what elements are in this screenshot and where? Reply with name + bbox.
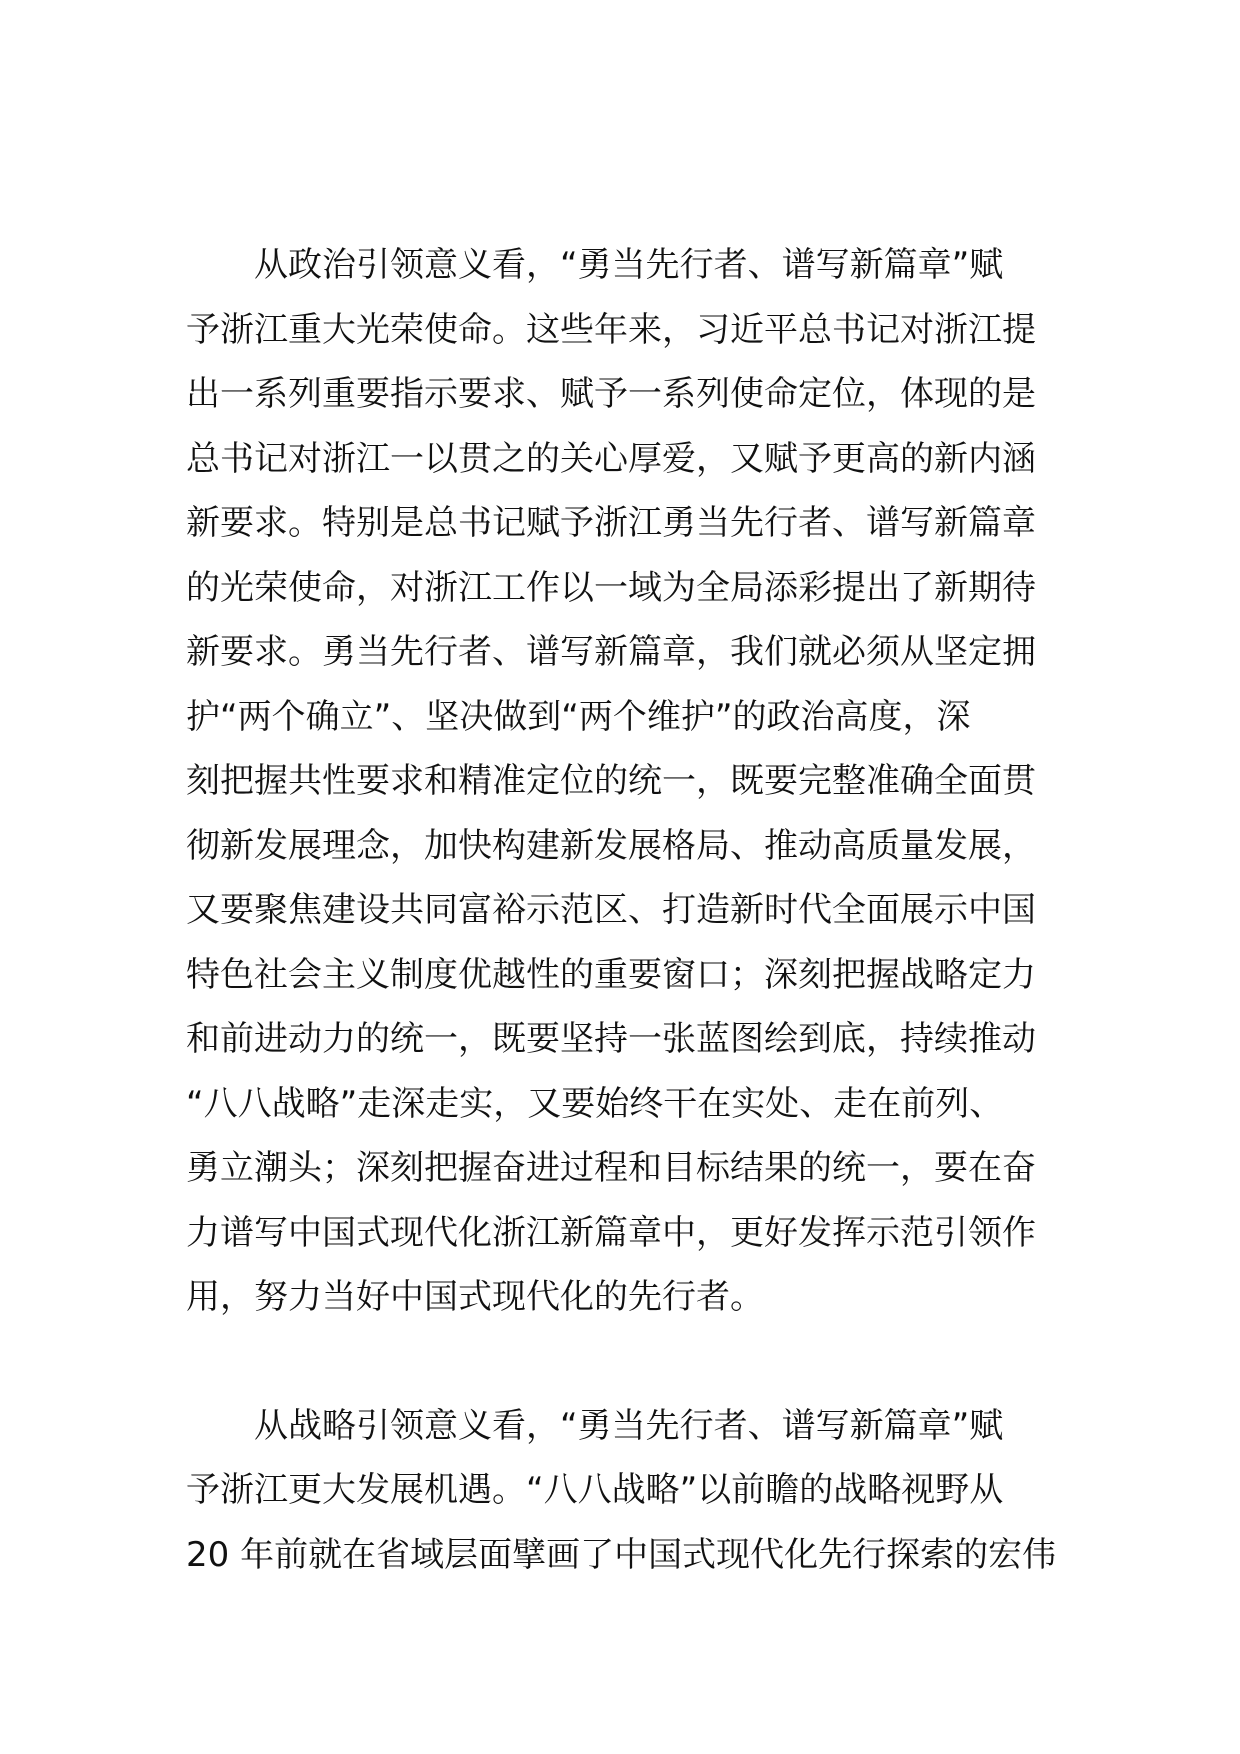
text-line: “八八战略”走深走实，又要始终干在实处、走在前列、 <box>186 1083 1004 1124</box>
text-line: 新要求。勇当先行者、谱写新篇章，我们就必须从坚定拥 <box>186 632 1036 672</box>
text-line: 的光荣使命，对浙江工作以一域为全局添彩提出了新期待 <box>186 567 1036 608</box>
text-line: 用，努力当好中国式现代化的先行者。 <box>186 1277 764 1317</box>
text-line: 予浙江重大光荣使命。这些年来，习近平总书记对浙江提 <box>186 309 1036 350</box>
document-body <box>186 233 1057 1587</box>
text-line: 20 年前就在省域层面擘画了中国式现代化先行探索的宏伟 <box>186 1534 1057 1575</box>
text-line: 刻把握共性要求和精准定位的统一，既要完整准确全面贯 <box>186 761 1036 801</box>
text-line: 出一系列重要指示要求、赋予一系列使命定位，体现的是 <box>186 374 1036 414</box>
text-line: 从政治引领意义看，“勇当先行者、谱写新篇章”赋 <box>254 245 1004 285</box>
text-line: 新要求。特别是总书记赋予浙江勇当先行者、谱写新篇章 <box>186 503 1036 543</box>
text-line: 彻新发展理念，加快构建新发展格局、推动高质量发展， <box>186 825 1036 866</box>
paragraph-political-guidance <box>186 233 1054 1330</box>
text-line: 予浙江更大发展机遇。“八八战略”以前瞻的战略视野从 <box>186 1470 1004 1510</box>
text-line: 勇立潮头；深刻把握奋进过程和目标结果的统一，要在奋 <box>186 1148 1036 1188</box>
text-line: 和前进动力的统一，既要坚持一张蓝图绘到底，持续推动 <box>186 1019 1036 1059</box>
text-line: 总书记对浙江一以贯之的关心厚爱，又赋予更高的新内涵 <box>186 438 1036 479</box>
text-line: 从战略引领意义看，“勇当先行者、谱写新篇章”赋 <box>254 1405 1004 1446</box>
text-line: 力谱写中国式现代化浙江新篇章中，更好发挥示范引领作 <box>186 1212 1036 1253</box>
paragraph-strategic-guidance <box>186 1394 1057 1588</box>
text-line: 护“两个确立”、坚决做到“两个维护”的政治高度，深 <box>186 696 971 737</box>
text-line: 特色社会主义制度优越性的重要窗口；深刻把握战略定力 <box>186 954 1036 995</box>
text-line: 又要聚焦建设共同富裕示范区、打造新时代全面展示中国 <box>186 890 1036 930</box>
